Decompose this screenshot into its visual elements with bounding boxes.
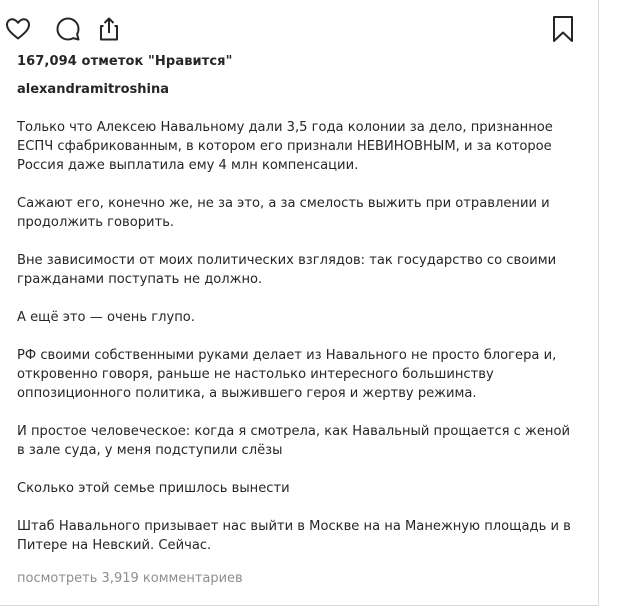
heart-icon — [5, 17, 31, 41]
likes-count[interactable]: 167,094 отметок "Нравится" — [17, 54, 233, 69]
view-comments-link[interactable]: посмотреть 3,919 комментариев — [17, 571, 243, 586]
caption-paragraph: И простое человеческое: когда я смотрела, как Навальный прощается с женой в зале суда, у меня подступили слёзы — [17, 424, 570, 458]
post-actions-bar — [0, 14, 599, 48]
comment-icon — [55, 16, 81, 42]
save-button[interactable] — [548, 14, 578, 44]
caption-paragraph: Штаб Навального призывает нас выйти в Москве на на Манежную площадь и в Питере на Невский. Сейчас. — [17, 519, 571, 553]
caption-paragraph: Сажают его, конечно же, не за это, а за смелость выжить при отравлении и продолжить говорить. — [17, 196, 550, 230]
caption-paragraph: РФ своими собственными руками делает из Навального не просто блогера и, откровенно говоря, раньше не настолько интересного большинству оппозиционного политика, а выжившего героя и жертву режима. — [17, 348, 557, 401]
caption-paragraph: Сколько этой семье пришлось вынести — [17, 481, 290, 496]
bookmark-icon — [551, 15, 575, 43]
share-button[interactable] — [94, 14, 124, 44]
caption-paragraph: Вне зависимости от моих политических взглядов: так государство со своими гражданами поступать не должно. — [17, 253, 557, 287]
caption-paragraph: Только что Алексею Навальному дали 3,5 года колонии за дело, признанное ЕСПЧ сфабрикованным, в котором его признали НЕВИНОВНЫМ, и за которое Россия даже выплатила ему 4 млн компенсации. — [17, 120, 553, 173]
like-button[interactable] — [3, 14, 33, 44]
caption-paragraph: А ещё это — очень глупо. — [17, 310, 195, 325]
comment-button[interactable] — [53, 14, 83, 44]
post-author-username[interactable]: alexandramitroshina — [17, 82, 169, 97]
share-icon — [96, 16, 122, 42]
post-caption — [17, 118, 577, 555]
